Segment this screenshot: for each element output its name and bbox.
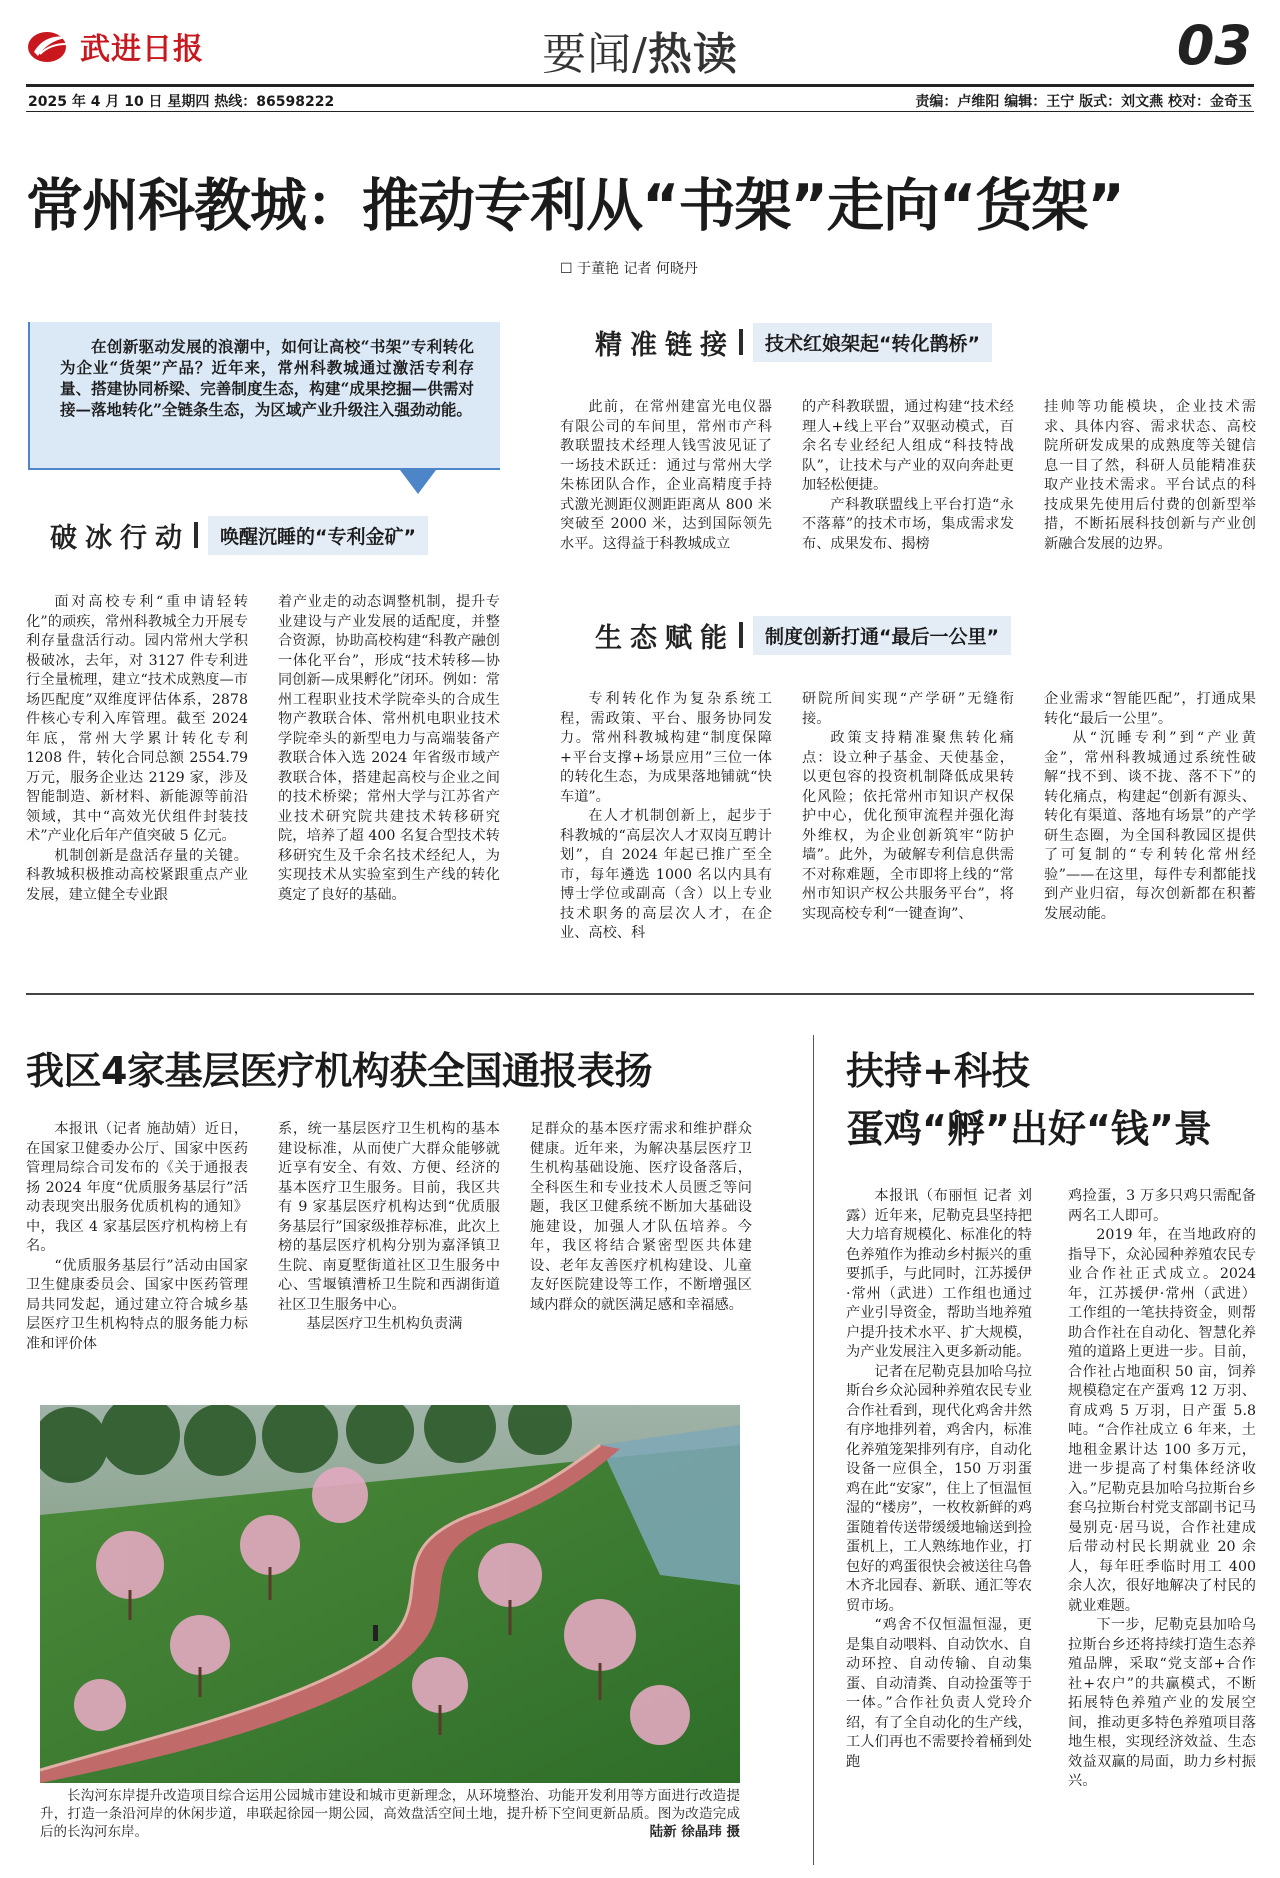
health-col-3: 足群众的基本医疗需求和维护群众健康。近年来，为解决基层医疗卫生机构基础设施、医疗设备落后，全科医生和专业技术人员匮乏等问题，我区卫健系统不断加大基础设施建设，加强人才队伍培养。今年，我区将结合紧密型医共体建设、老年友善医疗机构建设、儿童友好医院建设等工作，不断增强区域内群众的就医满足感和幸福感。 — [530, 1121, 752, 1313]
subhead-breaking-ice: 破冰行动 唤醒沉睡的“专利金矿” — [50, 515, 428, 555]
link-col-3: 挂帅等功能模块，企业技术需求、具体内容、需求状态、高校院所研发成果的成熟度等关键信息一目了然，科研人员能精准获取产业技术需求。平台试点的科技成果先使用后付费的创新型举措，不断拓展科技创新与产业创新融合发展的边界。 — [1044, 399, 1256, 552]
breaking-col-1: 面对高校专利“重申请轻转化”的顽疾，常州科教城全力开展专利存量盘活行动。园内常州大学积极破冰，去年，对 3127 件专利进行全量梳理，建立“技术成熟度—市场匹配度”双维度评估体系，2878 件核心专利入库管理。截至 2024 年底，常州大学累计转化专利 1208 件，转化合同总额 2554.79 万元，服务企业达 2129 家，涉及智能制造、新材料、新能源等前沿领域，其中“高效光伏组件封装技术”产业化后年产值突破 5 亿元。 机制创新是盘活存量的关键。科教城积极推动高校紧跟重点产业发展，建立健全专业跟 — [26, 594, 248, 903]
park-illustration — [40, 1405, 740, 1783]
breaking-col-2: 着产业走的动态调整机制，提升专业建设与产业发展的适配度，并整合资源，协助高校构建“科教产融创一体化平台”，形成“技术转移—协同创新—成果孵化”闭环。例如：常州工程职业技术学院牵头的合成生物产教联合体、常州机电职业技术学院牵头的新型电力与高端装备产教联合体入选 2024 年省级市域产教联合体，搭建起高校与企业之间的技术桥梁；常州大学与江苏省产业技术研究院共建技术转移研究院，培养了超 400 名复合型技术转移研究生及千余名技术经纪人，为实现技术从实验室到生产线的转化奠定了良好的基础。 — [278, 594, 500, 903]
story1-byline: ☐ 于董艳 记者 何晓丹 — [560, 261, 698, 277]
story2-headline: 我区4家基层医疗机构获全国通报表扬 — [26, 1049, 652, 1093]
photo-caption: 长沟河东岸提升改造项目综合运用公园城市建设和城市更新理念，从环境整治、功能开发利用等方面进行改造提升，打造一条沿河岸的休闲步道，串联起徐园一期公园，高效盘活空间土地，提升桥下空间更新品质。图为改造完成后的长沟河东岸。 陆新 徐晶玮 摄 — [40, 1788, 740, 1840]
paper-name: 武进日报 — [80, 32, 204, 67]
link-col-1: 此前，在常州建富光电仪器有限公司的车间里，常州市产科教联盟技术经理人钱雪波见证了一场技术跃迁：通过与常州大学朱栋团队合作，企业高精度手持式激光测距仪测距距离从 800 米突破至 2000 米，达到国际领先水平。这得益于科教城成立 — [560, 399, 772, 552]
masthead-rule-bottom — [26, 111, 1254, 112]
riverside-park-photo — [40, 1405, 740, 1783]
section-divider — [26, 993, 1254, 995]
lead-speech-tail — [400, 470, 436, 494]
link-col-2: 的产科教联盟，通过构建“技术经理人+线上平台”双驱动模式，百余名专业经纪人组成“科技特战队”，让技术与产业的双向奔赴更加轻松便捷。 产科教联盟线上平台打造“永不落幕”的技术市场，集成需求发布、成果发布、揭榜 — [802, 399, 1014, 552]
eco-col-2: 研院所间实现“产学研”无缝衔接。 政策支持精准聚焦转化痛点：设立种子基金、天使基金，以更包容的投资机制降低成果转化风险；依托常州市知识产权保护中心，优化预审流程并强化海外维权，为企业创新筑牢“防护墙”。此外，为破解专利信息供需不对称难题，全市即将上线的“常州市知识产权公共服务平台”，将实现高校专利“一键查询”、 — [802, 691, 1014, 922]
eco-col-3: 企业需求“智能匹配”，打通成果转化“最后一公里”。 从“沉睡专利”到“产业黄金”，常州科教城通过系统性破解“找不到、谈不拢、落不下”的转化痛点，构建起“创新有源头、转化有渠道、落地有场景”的产学研生态圈，为全国科教园区提供了可复制的“专利转化常州经验”——在这里，每件专利都能找到产业归宿，每次创新都在积蓄发展动能。 — [1044, 691, 1256, 922]
story1-headline: 常州科教城：推动专利从“书架”走向“货架” — [26, 173, 1124, 239]
editor-credits: 责编：卢维阳 编辑：王宁 版式：刘文燕 校对：金奇玉 — [915, 94, 1252, 110]
health-col-1: 本报讯（记者 施劼婧）近日，在国家卫健委办公厅、国家中医药管理局综合司发布的《关于通报表扬 2024 年度“优质服务基层行”活动表现突出服务优质机构的通知》中，我区 4 家基层医疗机构榜上有名。 “优质服务基层行”活动由国家卫生健康委员会、国家中医药管理局共同发起，通过建立符合城乡基层医疗卫生机构特点的服务能力标准和评价体 — [26, 1121, 248, 1352]
subhead-precise-link: 精准链接 技术红娘架起“转化鹊桥” — [595, 322, 992, 362]
story3-headline-2: 蛋鸡“孵”出好“钱”景 — [846, 1107, 1212, 1151]
dateline: 2025 年 4 月 10 日 星期四 热线：86598222 — [28, 94, 335, 110]
subhead-eco: 生态赋能 制度创新打通“最后一公里” — [595, 615, 1011, 655]
health-col-2: 系，统一基层医疗卫生机构的基本建设标准，从而使广大群众能够就近享有安全、有效、方便、经济的基本医疗卫生服务。目前，我区共有 9 家基层医疗机构达到“优质服务基层行”国家级推荐标准，此次上榜的基层医疗机构分别为嘉泽镇卫生院、南夏墅街道社区卫生服务中心、雪堰镇漕桥卫生院和西湖街道社区卫生服务中心。 基层医疗卫生机构负责满 — [278, 1121, 500, 1332]
column-rule — [813, 1035, 814, 1865]
eco-col-1: 专利转化作为复杂系统工程，需政策、平台、服务协同发力。常州科教城构建“制度保障+平台支撑+场景应用”三位一体的转化生态，为成果落地铺就“快车道”。 在人才机制创新上，起步于科教城的“高层次人才双岗互聘计划”，自 2024 年起已推广至全市，每年遴选 1000 名以内具有博士学位或副高（含）以上专业技术职务的高层次人才，在企业、高校、科 — [560, 691, 772, 941]
egg-col-1: 本报讯（布丽恒 记者 刘露）近年来，尼勒克县坚持把大力培育规模化、标准化的特色养殖作为推动乡村振兴的重要抓手，与此同时，江苏援伊·常州（武进）工作组也通过产业引导资金，帮助当地养殖户提升技术水平、扩大规模，为产业发展注入更多新动能。 记者在尼勒克县加哈乌拉斯台乡众沁园种养殖农民专业合作社看到，现代化鸡舍井然有序地排列着，鸡舍内，标准化养殖笼架排列有序，自动化设备一应俱全，150 万羽蛋鸡在此“安家”，住上了恒温恒湿的“楼房”，一枚枚新鲜的鸡蛋随着传送带缓缓地输送到捡蛋机上，工人熟练地作业，打包好的鸡蛋很快会被送往乌鲁木齐北园春、新联、通汇等农贸市场。 “鸡舍不仅恒温恒湿，更是集自动喂料、自动饮水、自动环控、自动传输、自动集蛋、自动清粪、自动捡蛋等于一体。”合作社负责人党玲介绍，有了全自动化的生产线，工人们再也不需要拎着桶到处跑 — [846, 1188, 1032, 1770]
egg-col-2: 鸡捡蛋，3 万多只鸡只需配备两名工人即可。 2019 年，在当地政府的指导下，众沁园种养殖农民专业合作社正式成立。2024 年，江苏援伊·常州（武进）工作组的一笔扶持资金，则帮助合作社在自动化、智慧化养殖的道路上更进一步。目前，合作社占地面积 50 亩，饲养规模稳定在产蛋鸡 12 万羽、育成鸡 5 万羽，日产蛋 5.8 吨。“合作社成立 6 年来，土地租金累计达 100 多万元，进一步提高了村集体经济收入。”尼勒克县加哈乌拉斯台乡套乌拉斯台村党支部副书记马曼别克·居马说，合作社建成后带动村民长期就业 20 余人，每年旺季临时用工 400 余人次，很好地解决了村民的就业难题。 下一步，尼勒克县加哈乌拉斯台乡还将持续打造生态养殖品牌，采取“党支部+合作社+农户”的共赢模式，不断拓展特色养殖产业的发展空间，推动更多特色养殖项目落地生根，实现经济效益、生态效益双赢的局面，助力乡村振兴。 — [1068, 1188, 1256, 1789]
page-number: 03 — [1176, 14, 1252, 77]
masthead-rule — [26, 84, 1254, 87]
story1-lead: 在创新驱动发展的浪潮中，如何让高校“书架”专利转化为企业“货架”产品？近年来，常州科教城通过激活专利存量、搭建协同桥梁、完善制度生态，构建“成果挖掘—供需对接—落地转化”全链条生态，为区域产业升级注入强劲动能。 — [28, 322, 500, 470]
story3-headline-1: 扶持+科技 — [846, 1049, 1030, 1093]
section-title: 要闻/热读 — [542, 29, 738, 80]
